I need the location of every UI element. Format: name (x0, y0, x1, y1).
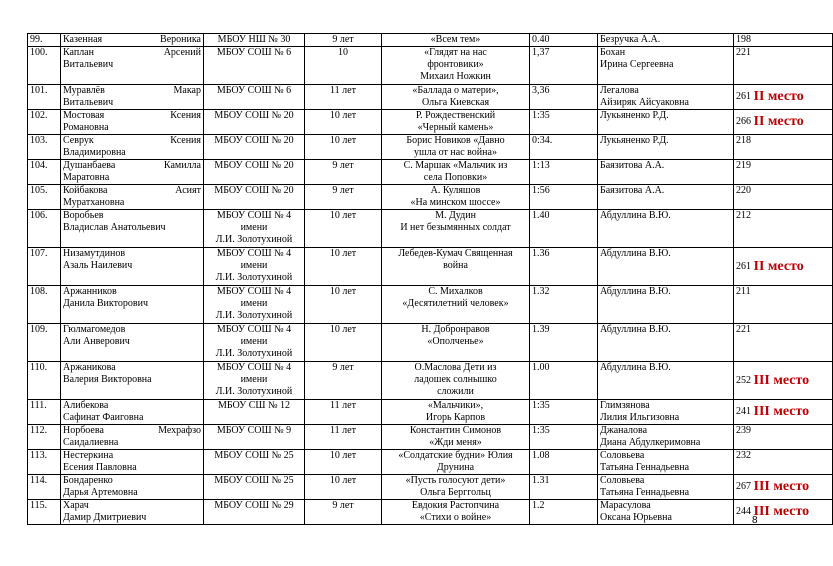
work-title (382, 400, 530, 425)
participant-name (61, 85, 204, 110)
participant-name-line: Бондаренко (63, 475, 113, 486)
participant-name-line: Владимировна (63, 147, 126, 158)
participant-name-line: Романовна (63, 122, 109, 133)
teacher (598, 450, 734, 475)
work-title-line: Михаил Ножкин (420, 71, 491, 82)
teacher-line: Бохан (600, 47, 626, 58)
school-line: Л.И. Золотухиной (215, 234, 293, 245)
work-title (382, 362, 530, 400)
work-title-line: война (443, 260, 468, 271)
school-line: имени (240, 374, 268, 385)
teacher (598, 248, 734, 286)
table-row (28, 450, 833, 475)
table-row (28, 400, 833, 425)
participant-name-line: Нестеркина (63, 450, 114, 461)
duration: 1:35 (530, 400, 598, 425)
work-title-line: Ольга Киевская (421, 97, 490, 108)
participant-name-line: Севрук Ксения (63, 135, 201, 146)
work-title-line: «Баллада о матери», (412, 85, 499, 96)
teacher (598, 85, 734, 110)
age: 9 лет (305, 160, 382, 185)
table-row (28, 34, 833, 47)
work-title (382, 500, 530, 525)
score-value: 252 (736, 374, 751, 386)
school-line: МБОУ СОШ № 29 (214, 500, 294, 511)
work-title (382, 85, 530, 110)
score-value: 211 (736, 286, 751, 297)
teacher-line: Баязитова А.А. (600, 160, 665, 171)
teacher-line: Лукьяненко Р.Д. (600, 110, 669, 121)
results-table-body (28, 34, 833, 525)
row-number: 108. (28, 286, 61, 324)
duration: 1:35 (530, 425, 598, 450)
row-number: 99. (28, 34, 61, 47)
work-title (382, 47, 530, 85)
participant-name (61, 110, 204, 135)
row-number: 107. (28, 248, 61, 286)
teacher-line: Абдуллина В.Ю. (600, 324, 671, 335)
participant-name-line: Гюлмагомедов (63, 324, 126, 335)
school-line: Л.И. Золотухиной (215, 348, 293, 359)
table-row (28, 210, 833, 248)
participant-name (61, 324, 204, 362)
age: 9 лет (305, 362, 382, 400)
row-number: 111. (28, 400, 61, 425)
age: 9 лет (305, 185, 382, 210)
score (734, 160, 833, 185)
teacher-line: Абдуллина В.Ю. (600, 210, 671, 221)
work-title-line: Ольга Берггольц (420, 487, 491, 498)
participant-name-line: Харач (63, 500, 89, 511)
duration: 1.39 (530, 324, 598, 362)
work-title-line: «Пусть голосуют дети» (405, 475, 506, 486)
school-line: МБОУ СОШ № 9 (216, 425, 292, 436)
row-number: 109. (28, 324, 61, 362)
participant-name (61, 475, 204, 500)
teacher-line: Лукьяненко Р.Д. (600, 135, 669, 146)
teacher (598, 185, 734, 210)
participant-name-line: Воробьев (63, 210, 104, 221)
participant-name-line: Сафинат Фаиговна (63, 412, 144, 423)
table-row (28, 160, 833, 185)
duration: 0.40 (530, 34, 598, 47)
work-title-line: «На минском шоссе» (410, 197, 501, 208)
score-value: 212 (736, 210, 751, 221)
participant-name-line: Саидалиевна (63, 437, 119, 448)
participant-name-line: Аржанников (63, 286, 117, 297)
school-line: Л.И. Золотухиной (215, 386, 293, 397)
work-title (382, 135, 530, 160)
teacher (598, 34, 734, 47)
participant-name-line: Маратовна (63, 172, 110, 183)
participant-name (61, 362, 204, 400)
participant-name (61, 425, 204, 450)
score-value: 219 (736, 160, 751, 171)
duration: 1.08 (530, 450, 598, 475)
work-title-line: О.Маслова Дети из (414, 362, 497, 373)
score-value: 241 (736, 406, 751, 417)
teacher (598, 47, 734, 85)
work-title-line: «Глядят на нас (424, 47, 487, 58)
school (204, 286, 305, 324)
teacher (598, 160, 734, 185)
age: 10 лет (305, 248, 382, 286)
table-row (28, 185, 833, 210)
teacher-line: Джаналова (600, 425, 648, 436)
score (734, 500, 833, 525)
participant-name-line: Дарья Артемовна (63, 487, 138, 498)
table-row (28, 500, 833, 525)
school-line: Л.И. Золотухиной (215, 272, 293, 283)
score-value: 261 (736, 260, 751, 272)
school (204, 85, 305, 110)
participant-name-line: Дамир Дмитриевич (63, 512, 147, 523)
duration: 1,37 (530, 47, 598, 85)
participant-name-line: Азаль Наилевич (63, 260, 133, 271)
participant-name (61, 248, 204, 286)
work-title-line: фронтовики» (427, 59, 484, 70)
school (204, 400, 305, 425)
page-number: 8 (752, 515, 758, 526)
table-row (28, 324, 833, 362)
score (734, 324, 833, 362)
participant-name (61, 34, 204, 47)
work-title (382, 324, 530, 362)
work-title-line: «Ополченье» (427, 336, 484, 347)
age: 11 лет (305, 85, 382, 110)
school (204, 362, 305, 400)
participant-name (61, 135, 204, 160)
row-number: 115. (28, 500, 61, 525)
teacher (598, 210, 734, 248)
participant-name-line: Алибекова (63, 400, 109, 411)
work-title-line: «Жди меня» (429, 437, 482, 448)
place-award: III место (753, 404, 810, 419)
score-value: 244 (736, 506, 751, 517)
duration: 0:34. (530, 135, 598, 160)
teacher-line: Соловьева (600, 450, 645, 461)
work-title-line: «Десятилетний человек» (402, 298, 509, 309)
score (734, 85, 833, 110)
work-title-line: села Поповки» (423, 172, 488, 183)
place-award: III место (753, 479, 810, 494)
school-line: МБОУ СОШ № 25 (214, 450, 294, 461)
age: 10 лет (305, 450, 382, 475)
table-row (28, 425, 833, 450)
participant-name-line: Мостовая Ксения (63, 110, 201, 121)
work-title-line: ладошек солнышко (414, 374, 497, 385)
score (734, 475, 833, 500)
duration: 1.32 (530, 286, 598, 324)
row-number: 106. (28, 210, 61, 248)
participant-name-line: Каплан Арсений (63, 47, 201, 58)
work-title (382, 210, 530, 248)
place-award: II место (753, 89, 804, 104)
work-title (382, 248, 530, 286)
participant-name-line: Валерия Викторовна (63, 374, 152, 385)
row-number: 114. (28, 475, 61, 500)
participant-name-line: Муратхановна (63, 197, 125, 208)
participant-name-line: Душанбаева Камилла (63, 160, 201, 171)
participant-name (61, 286, 204, 324)
teacher (598, 362, 734, 400)
work-title-line: «Солдатские будни» Юлия (398, 450, 513, 461)
work-title-line: Константин Симонов (409, 425, 502, 436)
score-value: 220 (736, 185, 751, 196)
work-title (382, 425, 530, 450)
score-value: 261 (736, 91, 751, 102)
duration: 3,36 (530, 85, 598, 110)
participant-name-line: Данила Викторович (63, 298, 148, 309)
school (204, 450, 305, 475)
score (734, 400, 833, 425)
row-number: 110. (28, 362, 61, 400)
work-title (382, 110, 530, 135)
school (204, 110, 305, 135)
duration: 1.36 (530, 248, 598, 286)
score-value: 266 (736, 116, 751, 127)
school-line: МБОУ СОШ № 4 (216, 210, 292, 221)
participant-name-line: Витальевич (63, 59, 114, 70)
participant-name (61, 500, 204, 525)
duration: 1.00 (530, 362, 598, 400)
work-title-line: М. Дудин (435, 210, 476, 221)
age: 10 лет (305, 286, 382, 324)
teacher-line: Айзиряк Айсуаковна (600, 97, 689, 108)
score (734, 425, 833, 450)
school-line: имени (240, 260, 268, 271)
teacher-line: Абдуллина В.Ю. (600, 248, 671, 259)
teacher-line: Татьяна Геннадьевна (600, 462, 690, 473)
teacher-line: Татьяна Геннадьевна (600, 487, 690, 498)
teacher (598, 500, 734, 525)
age: 10 лет (305, 475, 382, 500)
teacher (598, 286, 734, 324)
row-number: 100. (28, 47, 61, 85)
teacher-line: Безручка А.А. (600, 34, 661, 45)
duration: 1:13 (530, 160, 598, 185)
participant-name (61, 47, 204, 85)
teacher-line: Оксана Юрьевна (600, 512, 672, 523)
age: 10 лет (305, 135, 382, 160)
work-title-line: Друнина (436, 462, 475, 473)
school (204, 425, 305, 450)
score (734, 248, 833, 286)
school-line: МБОУ СОШ № 20 (214, 110, 294, 121)
work-title-line: Лебедев-Кумач Священная (398, 248, 513, 259)
table-row (28, 286, 833, 324)
place-award: II место (753, 114, 804, 129)
score (734, 185, 833, 210)
work-title-line: Борис Новиков «Давно (406, 135, 505, 146)
participant-name (61, 450, 204, 475)
row-number: 104. (28, 160, 61, 185)
school-line: МБОУ СОШ № 20 (214, 160, 294, 171)
school-line: Л.И. Золотухиной (215, 310, 293, 321)
work-title (382, 160, 530, 185)
teacher-line: Ирина Сергеевна (600, 59, 674, 70)
teacher (598, 135, 734, 160)
school-line: имени (240, 336, 268, 347)
table-row (28, 362, 833, 400)
work-title (382, 475, 530, 500)
age: 10 лет (305, 110, 382, 135)
teacher (598, 425, 734, 450)
school-line: МБОУ СОШ № 20 (214, 185, 294, 196)
row-number: 101. (28, 85, 61, 110)
work-title-line: сложили (437, 386, 474, 397)
teacher-line: Баязитова А.А. (600, 185, 665, 196)
work-title-line: «Черный камень» (417, 122, 494, 133)
row-number: 105. (28, 185, 61, 210)
work-title (382, 34, 530, 47)
score-value: 221 (736, 47, 751, 58)
place-award: III место (753, 372, 810, 388)
teacher-line: Лилия Ильгизовна (600, 412, 680, 423)
school (204, 500, 305, 525)
teacher-line: Глимзянова (600, 400, 650, 411)
score (734, 286, 833, 324)
school-line: МБОУ НШ № 30 (217, 34, 291, 45)
teacher-line: Марасулова (600, 500, 651, 511)
school (204, 135, 305, 160)
participant-name (61, 400, 204, 425)
school-line: МБОУ СШ № 12 (217, 400, 291, 411)
place-award: III место (753, 504, 810, 519)
teacher (598, 400, 734, 425)
row-number: 103. (28, 135, 61, 160)
school (204, 248, 305, 286)
row-number: 112. (28, 425, 61, 450)
score-value: 221 (736, 324, 751, 335)
score (734, 135, 833, 160)
work-title (382, 185, 530, 210)
table-row (28, 248, 833, 286)
school (204, 475, 305, 500)
duration: 1:56 (530, 185, 598, 210)
score (734, 362, 833, 400)
results-table (27, 33, 833, 525)
work-title-line: «Всем тем» (430, 34, 481, 45)
participant-name (61, 185, 204, 210)
score-value: 218 (736, 135, 751, 146)
work-title (382, 286, 530, 324)
score (734, 34, 833, 47)
work-title-line: И нет безымянных солдат (400, 222, 511, 233)
age: 9 лет (305, 500, 382, 525)
score-value: 198 (736, 34, 751, 45)
school-line: МБОУ СОШ № 20 (214, 135, 294, 146)
table-row (28, 110, 833, 135)
participant-name-line: Казенная Вероника (63, 34, 201, 45)
duration: 1.2 (530, 500, 598, 525)
age: 9 лет (305, 34, 382, 47)
work-title-line: С. Михалков (428, 286, 483, 297)
place-award: II место (753, 258, 804, 274)
duration: 1.40 (530, 210, 598, 248)
work-title-line: С. Маршак «Мальчик из (403, 160, 508, 171)
participant-name-line: Норбоева Мехрафзо (63, 425, 201, 436)
score (734, 210, 833, 248)
school-line: МБОУ СОШ № 6 (216, 85, 292, 96)
school-line: МБОУ СОШ № 4 (216, 324, 292, 335)
teacher-line: Абдуллина В.Ю. (600, 286, 671, 297)
teacher (598, 475, 734, 500)
score-value: 232 (736, 450, 751, 461)
participant-name (61, 210, 204, 248)
table-row (28, 85, 833, 110)
teacher (598, 110, 734, 135)
school-line: МБОУ СОШ № 6 (216, 47, 292, 58)
work-title-line: А. Куляшов (430, 185, 481, 196)
participant-name-line: Муравлёв Макар (63, 85, 201, 96)
work-title (382, 450, 530, 475)
participant-name-line: Есения Павловна (63, 462, 137, 473)
score (734, 450, 833, 475)
school (204, 47, 305, 85)
school-line: МБОУ СОШ № 25 (214, 475, 294, 486)
score (734, 47, 833, 85)
duration: 1.31 (530, 475, 598, 500)
table-row (28, 475, 833, 500)
age: 10 (305, 47, 382, 85)
score-value: 267 (736, 481, 751, 492)
age: 11 лет (305, 425, 382, 450)
work-title-line: Р. Рождественский (415, 110, 496, 121)
school-line: имени (240, 222, 268, 233)
school-line: МБОУ СОШ № 4 (216, 248, 292, 259)
participant-name (61, 160, 204, 185)
work-title-line: Н. Добронравов (421, 324, 490, 335)
school-line: МБОУ СОШ № 4 (216, 286, 292, 297)
work-title-line: ушла от нас война» (414, 147, 497, 158)
participant-name-line: Низамутдинов (63, 248, 126, 259)
work-title-line: «Мальчики», (427, 400, 484, 411)
age: 10 лет (305, 324, 382, 362)
school (204, 210, 305, 248)
age: 11 лет (305, 400, 382, 425)
participant-name-line: Владислав Анатольевич (63, 222, 166, 233)
table-row (28, 47, 833, 85)
school (204, 160, 305, 185)
school (204, 324, 305, 362)
participant-name-line: Койбакова Асият (63, 185, 201, 196)
table-row (28, 135, 833, 160)
work-title-line: Игорь Карпов (425, 412, 486, 423)
age: 10 лет (305, 210, 382, 248)
school-line: МБОУ СОШ № 4 (216, 362, 292, 373)
school (204, 185, 305, 210)
school (204, 34, 305, 47)
row-number: 113. (28, 450, 61, 475)
participant-name-line: Аржаникова (63, 362, 116, 373)
teacher-line: Абдуллина В.Ю. (600, 362, 671, 373)
score-value: 239 (736, 425, 751, 436)
participant-name-line: Витальевич (63, 97, 114, 108)
school-line: имени (240, 298, 268, 309)
teacher (598, 324, 734, 362)
duration: 1:35 (530, 110, 598, 135)
work-title-line: Евдокия Растопчина (411, 500, 500, 511)
teacher-line: Диана Абдулкеримовна (600, 437, 701, 448)
teacher-line: Легалова (600, 85, 639, 96)
row-number: 102. (28, 110, 61, 135)
participant-name-line: Али Анверович (63, 336, 130, 347)
score (734, 110, 833, 135)
work-title-line: «Стихи о войне» (419, 512, 492, 523)
teacher-line: Соловьева (600, 475, 645, 486)
